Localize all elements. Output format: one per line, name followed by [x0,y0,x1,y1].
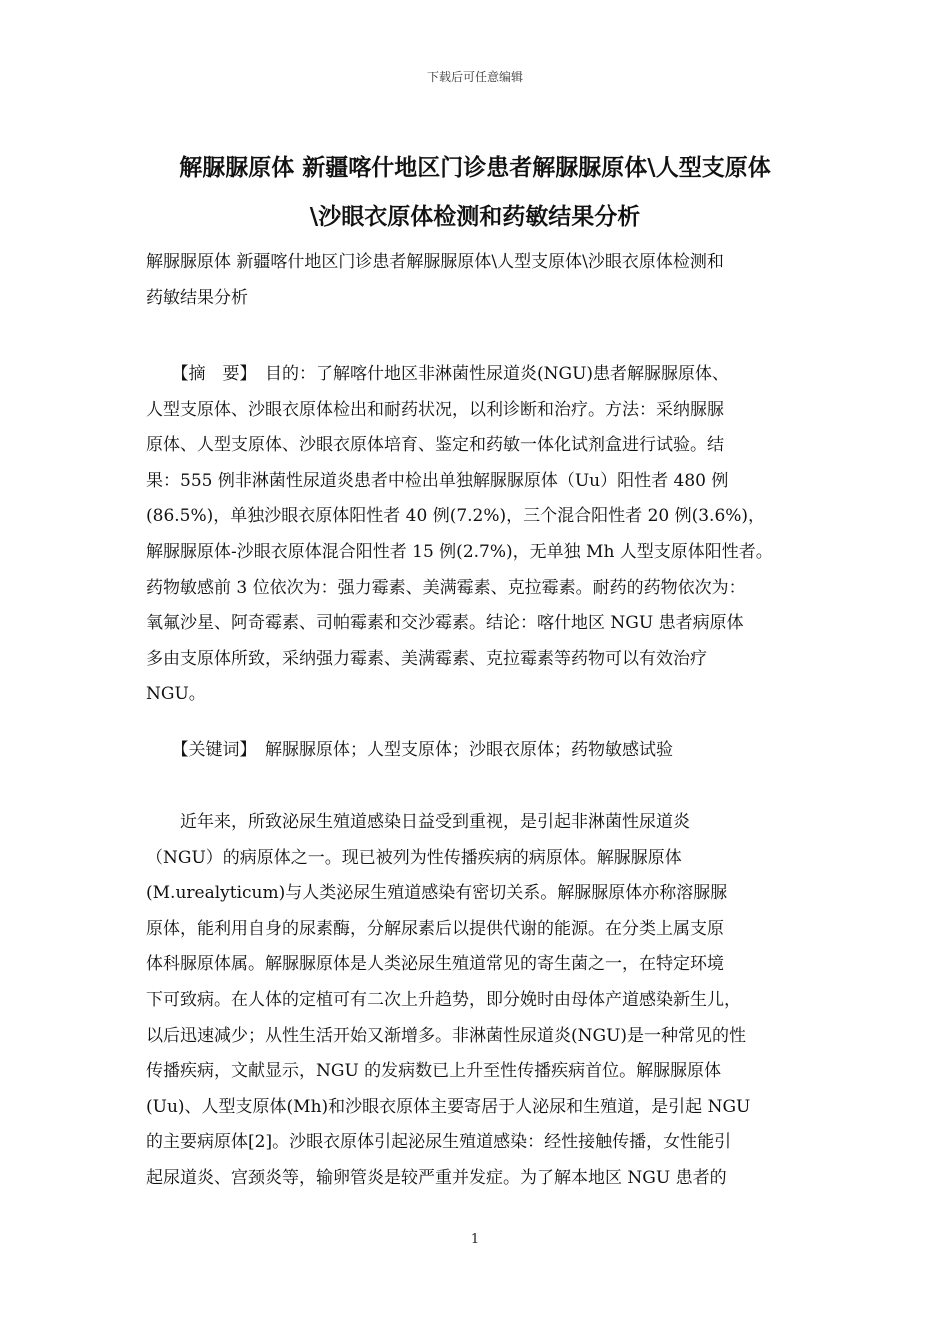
body-line: （NGU）的病原体之一。现已被列为性传播疾病的病原体。解脲脲原体 [146,847,682,868]
abstract-line: NGU。 [146,684,206,705]
body-line: 近年来，所致泌尿生殖道感染日益受到重视，是引起非淋菌性尿道炎 [146,812,690,832]
body-line: 的主要病原体[2]。沙眼衣原体引起泌尿生殖道感染：经性接触传播，女性能引 [146,1132,732,1153]
keywords-paragraph [146,733,814,769]
body-line: 原体，能利用自身的尿素酶，分解尿素后以提供代谢的能源。在分类上属支原 [146,918,724,939]
body-line: (Uu)、人型支原体(Mh)和沙眼衣原体主要寄居于人泌尿和生殖道，是引起 NGU [146,1096,751,1117]
body-paragraph [146,805,814,1197]
document-title-line-1: 解脲脲原体 新疆喀什地区门诊患者解脲脲原体\人型支原体 [179,155,771,181]
body-line: 以后迅速减少；从性生活开始又渐增多。非淋菌性尿道炎(NGU)是一种常见的性 [146,1025,747,1046]
abstract-line: 多由支原体所致，采纳强力霉素、美满霉素、克拉霉素等药物可以有效治疗 [146,648,707,669]
body-line: 起尿道炎、宫颈炎等，输卵管炎是较严重并发症。为了解本地区 NGU 患者的 [146,1167,727,1188]
body-line: 下可致病。在人体的定植可有二次上升趋势，即分娩时由母体产道感染新生儿， [146,989,741,1010]
keywords-line: 【关键词】 解脲脲原体；人型支原体；沙眼衣原体；药物敏感试验 [146,740,673,760]
body-line: (M.urealyticum)与人类泌尿生殖道感染有密切关系。解脲脲原体亦称溶脲脲 [146,883,728,904]
subtitle-block [146,245,814,316]
subtitle-line: 解脲脲原体 新疆喀什地区门诊患者解脲脲原体\人型支原体\沙眼衣原体检测和 [146,252,724,272]
abstract-line: 【摘 要】 目的：了解喀什地区非淋菌性尿道炎(NGU)患者解脲脲原体、 [146,364,730,384]
abstract-line: 药物敏感前 3 位依次为：强力霉素、美满霉素、克拉霉素。耐药的药物依次为： [146,577,746,598]
subtitle-line: 药敏结果分析 [146,287,248,308]
body-line: 体科脲原体属。解脲脲原体是人类泌尿生殖道常见的寄生菌之一，在特定环境 [146,954,724,975]
abstract-line: (86.5%)，单独沙眼衣原体阳性者 40 例(7.2%)，三个混合阳性者 20 例(3.6%)， [146,506,766,527]
abstract-line: 人型支原体、沙眼衣原体检出和耐药状况，以利诊断和治疗。方法：采纳脲脲 [146,399,724,420]
page-header-note: 下载后可任意编辑 [426,70,523,84]
abstract-line: 果：555 例非淋菌性尿道炎患者中检出单独解脲脲原体（Uu）阳性者 480 例 [146,470,729,491]
abstract-line: 氧氟沙星、阿奇霉素、司帕霉素和交沙霉素。结论：喀什地区 NGU 患者病原体 [146,613,744,634]
abstract-line: 原体、人型支原体、沙眼衣原体培育、鉴定和药敏一体化试剂盒进行试验。结 [146,435,724,456]
page-number: 1 [470,1232,480,1247]
abstract-paragraph [146,357,814,713]
body-line: 传播疾病，文献显示，NGU 的发病数已上升至性传播疾病首位。解脲脲原体 [146,1061,722,1082]
document-title-line-2: \沙眼衣原体检测和药敏结果分析 [309,204,641,230]
abstract-line: 解脲脲原体-沙眼衣原体混合阳性者 15 例(2.7%)，无单独 Mh 人型支原体阳性者。 [146,541,773,562]
